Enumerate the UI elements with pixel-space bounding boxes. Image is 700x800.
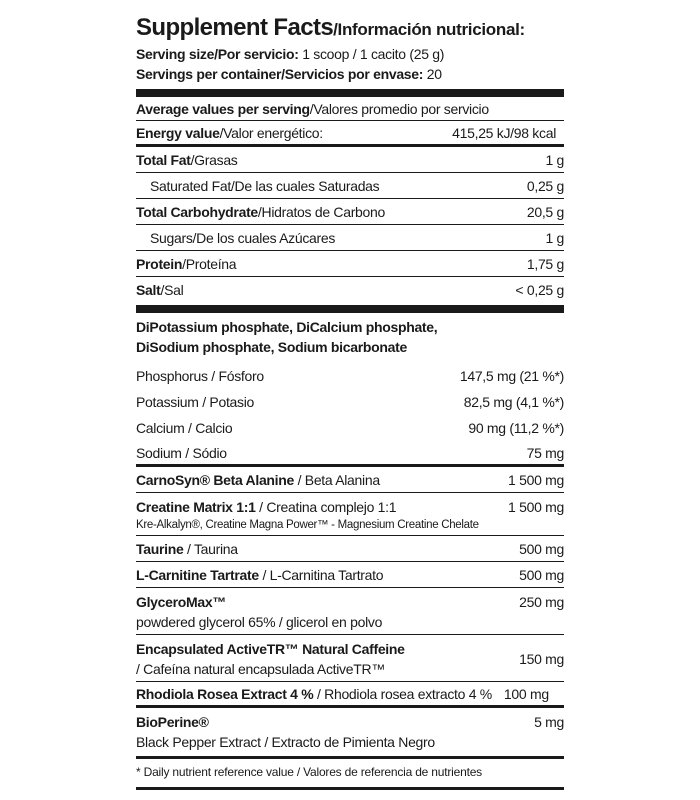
bottom-divider	[136, 787, 564, 790]
mineral-value: 147,5 mg (21 %*)	[459, 368, 564, 384]
mineral-label: Calcium / Calcio	[136, 420, 233, 436]
ingredient-row-carnitine	[136, 562, 564, 588]
average-label-bold: Average values per serving	[136, 100, 310, 117]
nutrient-value: 1,75 g	[526, 255, 564, 272]
serving-size	[136, 44, 564, 64]
nutrient-value: 415,25 kJ/98 kcal	[452, 124, 556, 141]
minerals-heading-line: DiSodium phosphate, Sodium bicarbonate	[136, 339, 407, 355]
title-sub: /Información nutricional:	[333, 20, 525, 39]
ingredient-subline: / Cafeína natural encapsulada ActiveTR™	[136, 661, 386, 677]
nutrient-label-bold: Total Fat	[136, 151, 191, 168]
nutrient-row-energy	[136, 121, 564, 147]
ingredient-row-taurine	[136, 536, 564, 562]
nutrient-label: /Valor energético:	[219, 124, 323, 141]
mineral-row-calcium	[136, 415, 564, 441]
serving-size-label: Serving size/Por servicio:	[136, 46, 299, 62]
nutrient-row-protein	[136, 251, 564, 277]
nutrient-label-bold: Salt	[136, 282, 161, 298]
nutrient-value: 0,25 g	[526, 177, 564, 194]
ingredient-translation: / L-Carnitina Tartrato	[258, 566, 384, 583]
nutrient-label: /Hidratos de Carbono	[257, 203, 385, 220]
servings-per-container	[136, 64, 564, 84]
mineral-row-sodium	[136, 441, 564, 467]
mineral-row-phosphorus	[136, 363, 564, 389]
ingredient-name: Rhodiola Rosea Extract 4 %	[136, 685, 314, 702]
nutrient-label: Sugars/De los cuales Azúcares	[150, 229, 336, 246]
ingredient-subline: powdered glycerol 65% / glicerol en polvo	[136, 614, 383, 630]
ingredient-name: CarnoSyn® Beta Alanine	[136, 471, 295, 488]
ingredient-name: Encapsulated ActiveTR™ Natural Caffeine	[136, 641, 405, 657]
ingredient-row-glyceromax	[136, 588, 564, 635]
nutrient-row-sugars	[136, 225, 564, 251]
minerals-heading	[136, 317, 564, 357]
nutrient-label-bold: Energy value	[136, 124, 220, 141]
mineral-label: Phosphorus / Fósforo	[136, 368, 264, 384]
average-label-rest: /Valores promedio por servicio	[309, 100, 489, 117]
nutrient-row-salt	[136, 277, 564, 303]
thick-divider	[136, 305, 564, 313]
servings-value: 20	[426, 66, 442, 82]
nutrient-value: < 0,25 g	[515, 282, 564, 298]
ingredient-name: L-Carnitine Tartrate	[136, 566, 259, 583]
ingredient-name: Creatine Matrix 1:1	[136, 499, 256, 515]
nutrient-value: 20,5 g	[526, 203, 564, 220]
ingredient-translation: / Taurina	[183, 540, 238, 557]
title-main: Supplement Facts	[136, 14, 334, 41]
serving-size-value: 1 scoop / 1 cacito (25 g)	[302, 46, 445, 62]
nutrient-row-carbs	[136, 199, 564, 225]
ingredient-name: BioPerine®	[136, 714, 209, 730]
mineral-value: 90 mg (11,2 %*)	[468, 420, 564, 436]
ingredient-name: Taurine	[136, 540, 184, 557]
ingredient-value: 100 mg	[503, 685, 549, 702]
ingredient-translation: / Rhodiola rosea extracto 4 %	[313, 685, 492, 702]
nutrient-label: /Grasas	[190, 151, 238, 168]
minerals-heading-line: DiPotassium phosphate, DiCalcium phosphate,	[136, 319, 438, 335]
ingredient-row-rhodiola	[136, 682, 564, 708]
supplement-facts-panel	[136, 14, 564, 790]
ingredient-row-bioperine	[136, 708, 564, 759]
ingredient-value: 500 mg	[519, 540, 564, 557]
nutrient-label: Saturated Fat/De las cuales Saturadas	[150, 177, 380, 194]
nutrient-value: 1 g	[545, 229, 564, 246]
mineral-label: Potassium / Potasio	[136, 394, 255, 410]
ingredient-value: 250 mg	[519, 594, 564, 610]
ingredient-translation: / Beta Alanina	[294, 471, 380, 488]
average-values-row	[136, 97, 564, 121]
ingredient-translation: / Creatina complejo 1:1	[255, 499, 397, 515]
ingredient-value: 5 mg	[534, 714, 564, 730]
nutrient-label: /Sal	[160, 282, 184, 298]
ingredient-value: 150 mg	[519, 651, 564, 667]
nutrient-label-bold: Protein	[136, 255, 183, 272]
footnote: * Daily nutrient reference value / Valores de referencia de nutrientes	[136, 765, 482, 779]
nutrient-label-bold: Total Carbohydrate	[136, 203, 258, 220]
ingredient-value: 500 mg	[519, 566, 564, 583]
ingredient-subline: Kre-Alkalyn®, Creatine Magna Power™ - Magnesium Creatine Chelate	[136, 519, 479, 531]
ingredient-row-creatine	[136, 493, 564, 536]
mineral-value: 82,5 mg (4,1 %*)	[463, 394, 564, 410]
ingredient-row-carnosyn	[136, 467, 564, 493]
ingredient-row-caffeine	[136, 635, 564, 682]
nutrient-label: /Proteína	[182, 255, 237, 272]
ingredient-value: 1 500 mg	[508, 499, 564, 515]
ingredient-name: GlyceroMax™	[136, 594, 227, 610]
mineral-label: Sodium / Sódio	[136, 444, 227, 461]
servings-label: Servings per container/Servicios por envase:	[136, 66, 424, 82]
nutrient-value: 1 g	[545, 151, 564, 168]
mineral-value: 75 mg	[526, 444, 564, 461]
ingredient-value: 1 500 mg	[508, 471, 564, 488]
thick-divider	[136, 89, 564, 97]
ingredient-subline: Black Pepper Extract / Extracto de Pimienta Negro	[136, 734, 435, 750]
page-title	[136, 14, 564, 44]
mineral-row-potassium	[136, 389, 564, 415]
nutrient-row-fat	[136, 147, 564, 173]
nutrient-row-saturated	[136, 173, 564, 199]
